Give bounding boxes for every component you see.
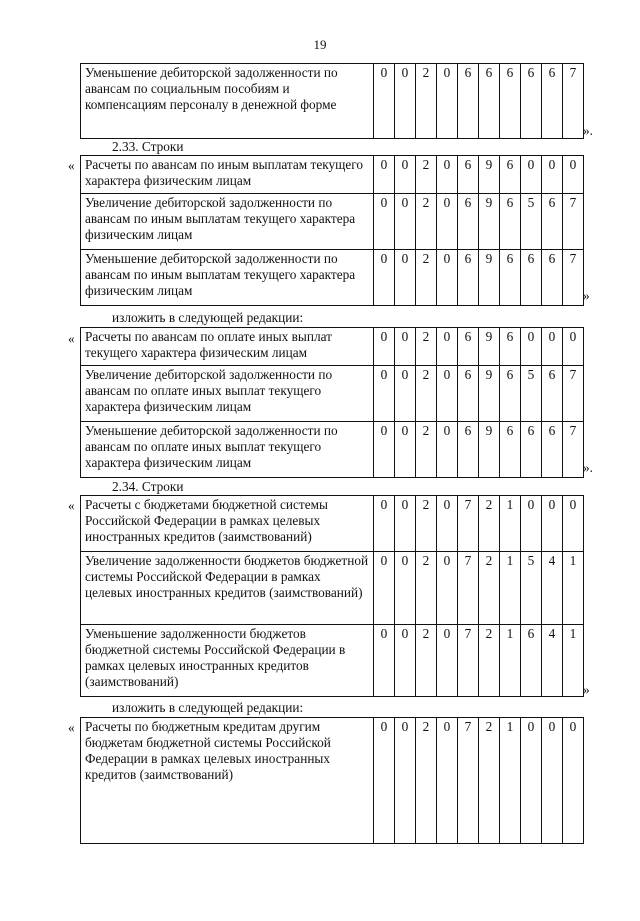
code-digit: 6 — [458, 194, 479, 250]
code-digit: 1 — [563, 552, 584, 625]
code-digit: 0 — [374, 496, 395, 552]
code-digit: 7 — [563, 250, 584, 306]
code-digit: 0 — [374, 194, 395, 250]
code-digit: 0 — [437, 250, 458, 306]
open-quote: « — [68, 498, 75, 513]
code-digit: 2 — [479, 496, 500, 552]
code-digit: 0 — [395, 250, 416, 306]
section-label: 2.34. Строки — [112, 479, 184, 494]
open-quote: « — [68, 720, 75, 735]
code-table-continued — [80, 63, 584, 139]
code-digit: 7 — [563, 366, 584, 422]
code-digit: 2 — [416, 328, 437, 366]
code-digit: 2 — [416, 496, 437, 552]
code-digit: 0 — [395, 496, 416, 552]
code-digit: 7 — [458, 625, 479, 697]
code-digit: 7 — [458, 496, 479, 552]
section-label: 2.33. Строки — [112, 139, 184, 154]
close-quote: ». — [583, 123, 593, 138]
code-digit: 0 — [374, 366, 395, 422]
code-table-2-34 — [80, 495, 584, 697]
code-digit: 6 — [500, 422, 521, 478]
code-digit: 6 — [458, 64, 479, 139]
code-digit: 0 — [437, 496, 458, 552]
code-digit: 7 — [563, 422, 584, 478]
open-quote: « — [68, 331, 75, 346]
code-digit: 0 — [395, 194, 416, 250]
code-digit: 9 — [479, 194, 500, 250]
code-digit: 7 — [458, 552, 479, 625]
code-digit: 6 — [542, 64, 563, 139]
code-table-2-34-new — [80, 717, 584, 844]
code-digit: 0 — [437, 328, 458, 366]
code-digit: 0 — [374, 718, 395, 844]
code-digit: 0 — [563, 718, 584, 844]
code-digit: 2 — [416, 366, 437, 422]
section-label: изложить в следующей редакции: — [112, 310, 304, 325]
code-digit: 2 — [416, 625, 437, 697]
code-digit: 2 — [416, 250, 437, 306]
page-number: 19 — [313, 37, 327, 52]
table-row — [81, 496, 584, 552]
code-digit: 0 — [395, 156, 416, 194]
code-digit: 6 — [500, 328, 521, 366]
code-digit: 0 — [374, 64, 395, 139]
row-name: Расчеты по бюджетным кредитам другим бюджетам бюджетной системы Российской Федерации в рамках целевых иностранных кредитов (заимствований) — [81, 718, 374, 844]
table-row — [81, 328, 584, 366]
code-digit: 1 — [500, 496, 521, 552]
code-digit: 2 — [479, 552, 500, 625]
row-name: Увеличение дебиторской задолженности по авансам по оплате иных выплат текущего характера физическим лицам — [81, 366, 374, 422]
row-name: Расчеты с бюджетами бюджетной системы Российской Федерации в рамках целевых иностранных кредитов (заимствований) — [81, 496, 374, 552]
code-digit: 6 — [500, 250, 521, 306]
code-digit: 0 — [521, 156, 542, 194]
code-digit: 4 — [542, 625, 563, 697]
table-row — [81, 718, 584, 844]
code-digit: 0 — [521, 496, 542, 552]
code-digit: 0 — [437, 422, 458, 478]
code-digit: 1 — [500, 625, 521, 697]
close-quote: ». — [583, 460, 593, 475]
table-row — [81, 422, 584, 478]
row-name: Расчеты по авансам по иным выплатам текущего характера физическим лицам — [81, 156, 374, 194]
code-digit: 9 — [479, 422, 500, 478]
row-name: Увеличение задолженности бюджетов бюджетной системы Российской Федерации в рамках целевых иностранных кредитов (заимствований) — [81, 552, 374, 625]
code-digit: 0 — [542, 156, 563, 194]
code-digit: 9 — [479, 328, 500, 366]
code-digit: 0 — [563, 496, 584, 552]
code-digit: 6 — [500, 366, 521, 422]
code-digit: 6 — [521, 64, 542, 139]
code-digit: 0 — [374, 250, 395, 306]
code-digit: 2 — [416, 552, 437, 625]
code-digit: 6 — [500, 64, 521, 139]
code-digit: 9 — [479, 250, 500, 306]
code-digit: 7 — [563, 194, 584, 250]
code-table-2-33 — [80, 155, 584, 306]
code-digit: 0 — [395, 366, 416, 422]
code-digit: 0 — [395, 718, 416, 844]
code-digit: 6 — [542, 250, 563, 306]
code-digit: 0 — [374, 625, 395, 697]
code-digit: 0 — [437, 718, 458, 844]
code-digit: 0 — [521, 718, 542, 844]
code-digit: 0 — [563, 156, 584, 194]
code-digit: 9 — [479, 366, 500, 422]
code-digit: 2 — [479, 625, 500, 697]
code-digit: 2 — [416, 194, 437, 250]
code-digit: 0 — [395, 625, 416, 697]
row-name: Уменьшение дебиторской задолженности по авансам по иным выплатам текущего характера физическим лицам — [81, 250, 374, 306]
code-digit: 5 — [521, 552, 542, 625]
code-digit: 0 — [437, 194, 458, 250]
code-digit: 7 — [563, 64, 584, 139]
code-digit: 0 — [437, 64, 458, 139]
code-digit: 6 — [458, 156, 479, 194]
code-digit: 0 — [437, 625, 458, 697]
code-digit: 6 — [521, 625, 542, 697]
table-row — [81, 552, 584, 625]
table-row — [81, 194, 584, 250]
section-label: изложить в следующей редакции: — [112, 700, 304, 715]
table-row — [81, 625, 584, 697]
code-digit: 0 — [374, 552, 395, 625]
table-row — [81, 64, 584, 139]
code-digit: 6 — [458, 366, 479, 422]
code-digit: 2 — [416, 422, 437, 478]
open-quote: « — [68, 158, 75, 173]
code-digit: 6 — [542, 194, 563, 250]
code-digit: 9 — [479, 156, 500, 194]
table-row — [81, 366, 584, 422]
row-name: Уменьшение дебиторской задолженности по авансам по социальным пособиям и компенсациям персоналу в денежной форме — [81, 64, 374, 139]
code-digit: 6 — [521, 250, 542, 306]
code-digit: 0 — [395, 422, 416, 478]
code-digit: 0 — [437, 552, 458, 625]
code-table-2-33-new — [80, 327, 584, 478]
code-digit: 0 — [521, 328, 542, 366]
code-digit: 0 — [437, 156, 458, 194]
code-digit: 6 — [542, 366, 563, 422]
code-digit: 6 — [500, 156, 521, 194]
code-digit: 5 — [521, 194, 542, 250]
code-digit: 0 — [395, 552, 416, 625]
code-digit: 0 — [374, 422, 395, 478]
code-digit: 0 — [542, 328, 563, 366]
code-digit: 1 — [500, 552, 521, 625]
code-digit: 1 — [500, 718, 521, 844]
row-name: Расчеты по авансам по оплате иных выплат текущего характера физическим лицам — [81, 328, 374, 366]
code-digit: 0 — [563, 328, 584, 366]
code-digit: 6 — [458, 328, 479, 366]
code-digit: 2 — [416, 156, 437, 194]
code-digit: 0 — [374, 328, 395, 366]
close-quote: » — [583, 682, 590, 697]
code-digit: 6 — [521, 422, 542, 478]
code-digit: 2 — [416, 64, 437, 139]
code-digit: 0 — [374, 156, 395, 194]
row-name: Уменьшение задолженности бюджетов бюджетной системы Российской Федерации в рамках целевых иностранных кредитов (заимствований) — [81, 625, 374, 697]
code-digit: 5 — [521, 366, 542, 422]
code-digit: 6 — [500, 194, 521, 250]
table-row — [81, 156, 584, 194]
code-digit: 7 — [458, 718, 479, 844]
code-digit: 0 — [542, 718, 563, 844]
code-digit: 0 — [542, 496, 563, 552]
row-name: Увеличение дебиторской задолженности по авансам по иным выплатам текущего характера физическим лицам — [81, 194, 374, 250]
code-digit: 6 — [458, 422, 479, 478]
code-digit: 0 — [395, 328, 416, 366]
code-digit: 2 — [416, 718, 437, 844]
code-digit: 1 — [563, 625, 584, 697]
code-digit: 2 — [479, 718, 500, 844]
code-digit: 6 — [479, 64, 500, 139]
code-digit: 6 — [542, 422, 563, 478]
code-digit: 0 — [437, 366, 458, 422]
close-quote: » — [583, 288, 590, 303]
code-digit: 0 — [395, 64, 416, 139]
row-name: Уменьшение дебиторской задолженности по авансам по оплате иных выплат текущего характера физическим лицам — [81, 422, 374, 478]
code-digit: 4 — [542, 552, 563, 625]
table-row — [81, 250, 584, 306]
code-digit: 6 — [458, 250, 479, 306]
